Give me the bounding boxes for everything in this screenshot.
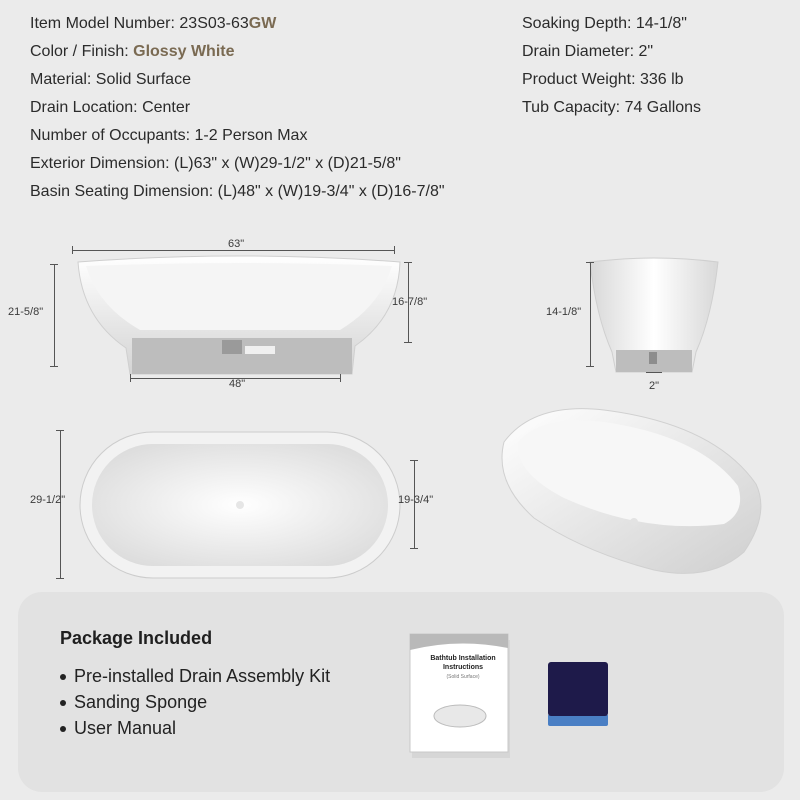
spec-row-color [30,38,445,66]
dim-tick [50,264,58,265]
dim-tick [410,548,418,549]
spec-row-basin [30,178,445,206]
dim-tick [410,460,418,461]
tub-end-view [586,256,722,376]
dim-tick [56,578,64,579]
drain-dim-line [646,372,662,373]
basin-depth-label: 16-7/8" [392,296,428,308]
spec-value: 1-2 Person Max [194,127,308,144]
dim-tick [404,342,412,343]
dim-tick [72,246,73,254]
dim-tick [404,262,412,263]
spec-label: Tub Capacity: [522,99,625,116]
package-item [60,692,207,713]
spec-list-left [30,10,445,206]
spec-label: Drain Diameter: [522,43,639,60]
spec-accent: GW [248,15,277,32]
user-manual-image [408,630,514,760]
spec-value: 74 Gallons [624,99,702,116]
dim-tick [50,366,58,367]
soaking-depth-dim-line [590,262,591,366]
spec-value: (L)48" x (W)19-3/4" x (D)16-7/8" [217,183,445,200]
spec-row-model [30,10,445,38]
dim-tick [56,430,64,431]
tub-perspective-view [494,402,770,582]
spec-row-drain-diameter [522,38,701,66]
spec-label: Drain Location: [30,99,143,116]
tub-top-view [80,432,400,578]
dim-tick [340,374,341,382]
manual-book-icon [408,630,514,760]
spec-value: Solid Surface [95,71,191,88]
spec-label: Color / Finish: [30,43,134,60]
basin-width-label: 19-3/4" [398,494,434,506]
bullet-icon [60,700,66,706]
package-item-label: Pre-installed Drain Assembly Kit [74,666,331,686]
depth-label: 21-5/8" [8,306,44,318]
spec-label: Basin Seating Dimension: [30,183,218,200]
spec-label: Number of Occupants: [30,127,195,144]
package-item [60,718,176,739]
spec-row-occupants [30,122,445,150]
spec-list-right [522,10,701,122]
spec-row-drain-location [30,94,445,122]
spec-value: Center [142,99,191,116]
sanding-sponge-image [548,662,608,728]
tub-side-view [70,256,410,386]
length-dim-line [72,250,394,251]
spec-label: Product Weight: [522,71,640,88]
spec-accent: Glossy White [133,43,235,60]
depth-dim-line [54,264,55,366]
package-title: Package Included [60,628,213,648]
spec-label: Material: [30,71,96,88]
package-item-label: User Manual [74,718,177,738]
spec-row-capacity [522,94,701,122]
spec-value: 2" [638,43,654,60]
dim-tick [586,366,594,367]
spec-label: Item Model Number: [30,15,180,32]
spec-value: (L)63" x (W)29-1/2" x (D)21-5/8" [174,155,401,172]
dim-tick [394,246,395,254]
spec-label: Soaking Depth: [522,15,636,32]
spec-row-weight [522,66,701,94]
manual-subtitle: (Solid Surface) [446,674,480,680]
bullet-icon [60,726,66,732]
spec-value: 14-1/8" [635,15,687,32]
package-item-label: Sanding Sponge [74,692,208,712]
spec-value: 23S03-63 [179,15,249,32]
spec-row-soaking [522,10,701,38]
dim-tick [130,374,131,382]
manual-title: Bathtub Installation Instructions [430,655,496,671]
width-label: 29-1/2" [30,494,66,506]
spec-value: 336 lb [639,71,684,88]
basin-length-label: 48" [229,378,246,390]
spec-row-material [30,66,445,94]
soaking-depth-label: 14-1/8" [546,306,582,318]
spec-label: Exterior Dimension: [30,155,175,172]
package-item [60,666,330,687]
spec-row-exterior [30,150,445,178]
bullet-icon [60,674,66,680]
dim-tick [586,262,594,263]
package-panel [18,592,784,792]
length-label: 63" [228,238,245,250]
drain-diameter-label: 2" [649,380,660,392]
